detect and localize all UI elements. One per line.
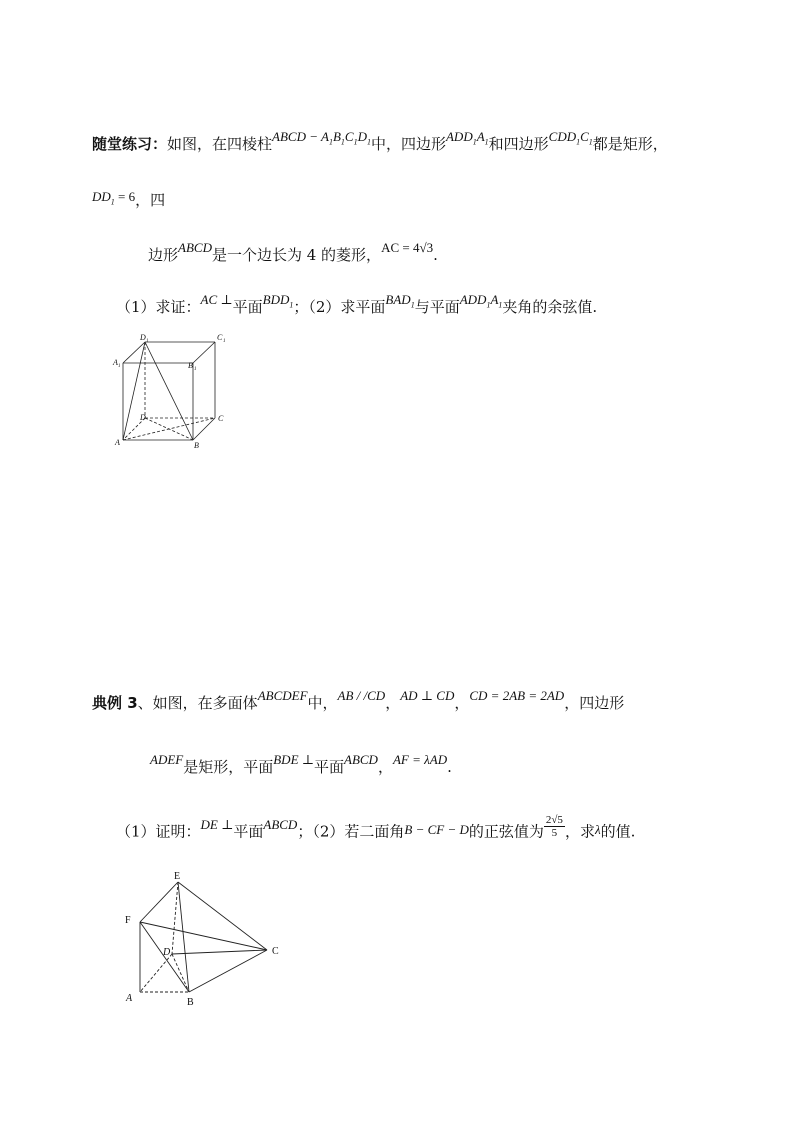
fig1-label-d: D bbox=[140, 413, 146, 422]
example-text-2: 中， bbox=[307, 694, 338, 712]
ex-q1-text: 平面 bbox=[233, 822, 264, 841]
fraction-numerator: 2√5 bbox=[545, 814, 563, 826]
practice-text-8: . bbox=[433, 246, 438, 264]
example-text-9: . bbox=[447, 758, 452, 776]
ac-equation: AC = 4√3 bbox=[381, 240, 434, 255]
fig1-label-b1: B bbox=[188, 361, 193, 370]
example-text-8: ， bbox=[377, 758, 393, 776]
q2-text: 与平面 bbox=[414, 298, 460, 316]
fig1-sub-a1: 1 bbox=[118, 364, 121, 369]
fig1-label-d1: D bbox=[140, 333, 146, 342]
sine-fraction bbox=[544, 814, 565, 839]
example-questions bbox=[116, 814, 636, 845]
fig2-label-a: A bbox=[126, 993, 133, 1004]
dd1-equation: $DD_1 = 6$ bbox=[92, 189, 136, 207]
practice-text-4: 都是矩形， bbox=[592, 135, 668, 153]
ex-q2-end: 的值. bbox=[600, 822, 636, 841]
practice-label: 随堂练习： bbox=[92, 135, 168, 153]
example-text-7: 平面 bbox=[313, 758, 344, 776]
example-text-1: 、如图，在多面体 bbox=[137, 694, 258, 712]
rhombus-name: ABCD bbox=[178, 240, 212, 255]
example-text-3: ， bbox=[385, 694, 401, 712]
lambda-symbol: λ bbox=[594, 821, 601, 837]
q1-plane: $BDD_1$ bbox=[262, 292, 294, 310]
prism-figure bbox=[110, 330, 230, 450]
length-condition: CD = 2AB = 2AD bbox=[469, 688, 565, 703]
fraction-denominator: 5 bbox=[551, 827, 558, 839]
practice-text-2: 中，四边形 bbox=[370, 135, 446, 153]
ex-q2-text-2: ，求 bbox=[564, 822, 595, 841]
quad-cdd1c1: $CDD_1C_1$ bbox=[548, 129, 593, 147]
practice-text-3: 和四边形 bbox=[488, 135, 549, 153]
fig2-label-e: E bbox=[174, 871, 181, 882]
rectangle-name: ADEF bbox=[150, 752, 184, 767]
fig2-label-f: F bbox=[125, 915, 131, 926]
polyhedron-name: ABCDEF bbox=[257, 688, 308, 703]
q2-plane-1: $BAD_1$ bbox=[385, 292, 415, 310]
quad-add1a1: $ADD_1A_1$ bbox=[445, 129, 489, 147]
practice-text-7: 是一个边长为 4 的菱形， bbox=[211, 246, 382, 264]
ex-q1-prefix: （1）证明： bbox=[116, 822, 201, 841]
practice-text-1: 如图，在四棱柱 bbox=[167, 135, 273, 153]
polyhedron-figure bbox=[115, 865, 300, 1010]
practice-text-5: ，四 bbox=[135, 191, 166, 209]
practice-questions bbox=[116, 292, 598, 324]
q1-math: AC ⊥ bbox=[200, 292, 233, 307]
fig1-sub-c1: 1 bbox=[223, 339, 226, 344]
fig2-label-d: D bbox=[163, 947, 171, 958]
ex-q2-text: 的正弦值为 bbox=[468, 822, 544, 841]
ex-q1-math: DE ⊥ bbox=[200, 816, 234, 832]
example-text-6: 是矩形，平面 bbox=[183, 758, 274, 776]
practice-line-3 bbox=[148, 240, 438, 266]
fig1-label-b: B bbox=[194, 441, 199, 450]
fig1-label-c1: C bbox=[217, 333, 223, 342]
dihedral-angle: B − CF − D bbox=[404, 821, 469, 837]
plane-bde: BDE ⊥ bbox=[273, 752, 314, 767]
example-text-5: ，四边形 bbox=[564, 694, 625, 712]
example-text-4: ， bbox=[454, 694, 470, 712]
plane-abcd: ABCD bbox=[344, 752, 378, 767]
example-label: 典例 3 bbox=[92, 694, 138, 712]
ex-q2-prefix: ；（2）若二面角 bbox=[297, 822, 405, 841]
fig2-label-b: B bbox=[187, 997, 194, 1008]
practice-text-6: 边形 bbox=[148, 246, 179, 264]
example-line-1 bbox=[92, 688, 625, 714]
fig2-label-c: C bbox=[272, 946, 279, 957]
q2-prefix: ；（2）求平面 bbox=[293, 298, 386, 316]
ex-q1-plane: ABCD bbox=[263, 816, 298, 832]
fig1-sub-b1: 1 bbox=[194, 367, 197, 372]
example-line-2 bbox=[150, 752, 452, 778]
prism-name: ABCD − $A_1B_1C_1D_1$ bbox=[272, 129, 371, 147]
perp-condition: AD ⊥ CD bbox=[400, 688, 455, 703]
practice-line-2 bbox=[92, 190, 165, 217]
q2-end: 夹角的余弦值. bbox=[502, 298, 598, 316]
af-equation: AF = λAD bbox=[392, 752, 448, 767]
fig1-label-a1: A bbox=[113, 358, 118, 367]
q1-prefix: （1）求证： bbox=[116, 298, 201, 316]
fig1-label-a: A bbox=[115, 438, 120, 447]
fig1-sub-d1: 1 bbox=[146, 339, 149, 344]
q2-plane-2: $ADD_1A_1$ bbox=[459, 292, 503, 310]
q1-text: 平面 bbox=[232, 298, 263, 316]
fig1-label-c: C bbox=[218, 414, 224, 423]
practice-line-1 bbox=[92, 129, 668, 161]
parallel-condition: AB / /CD bbox=[337, 688, 386, 703]
